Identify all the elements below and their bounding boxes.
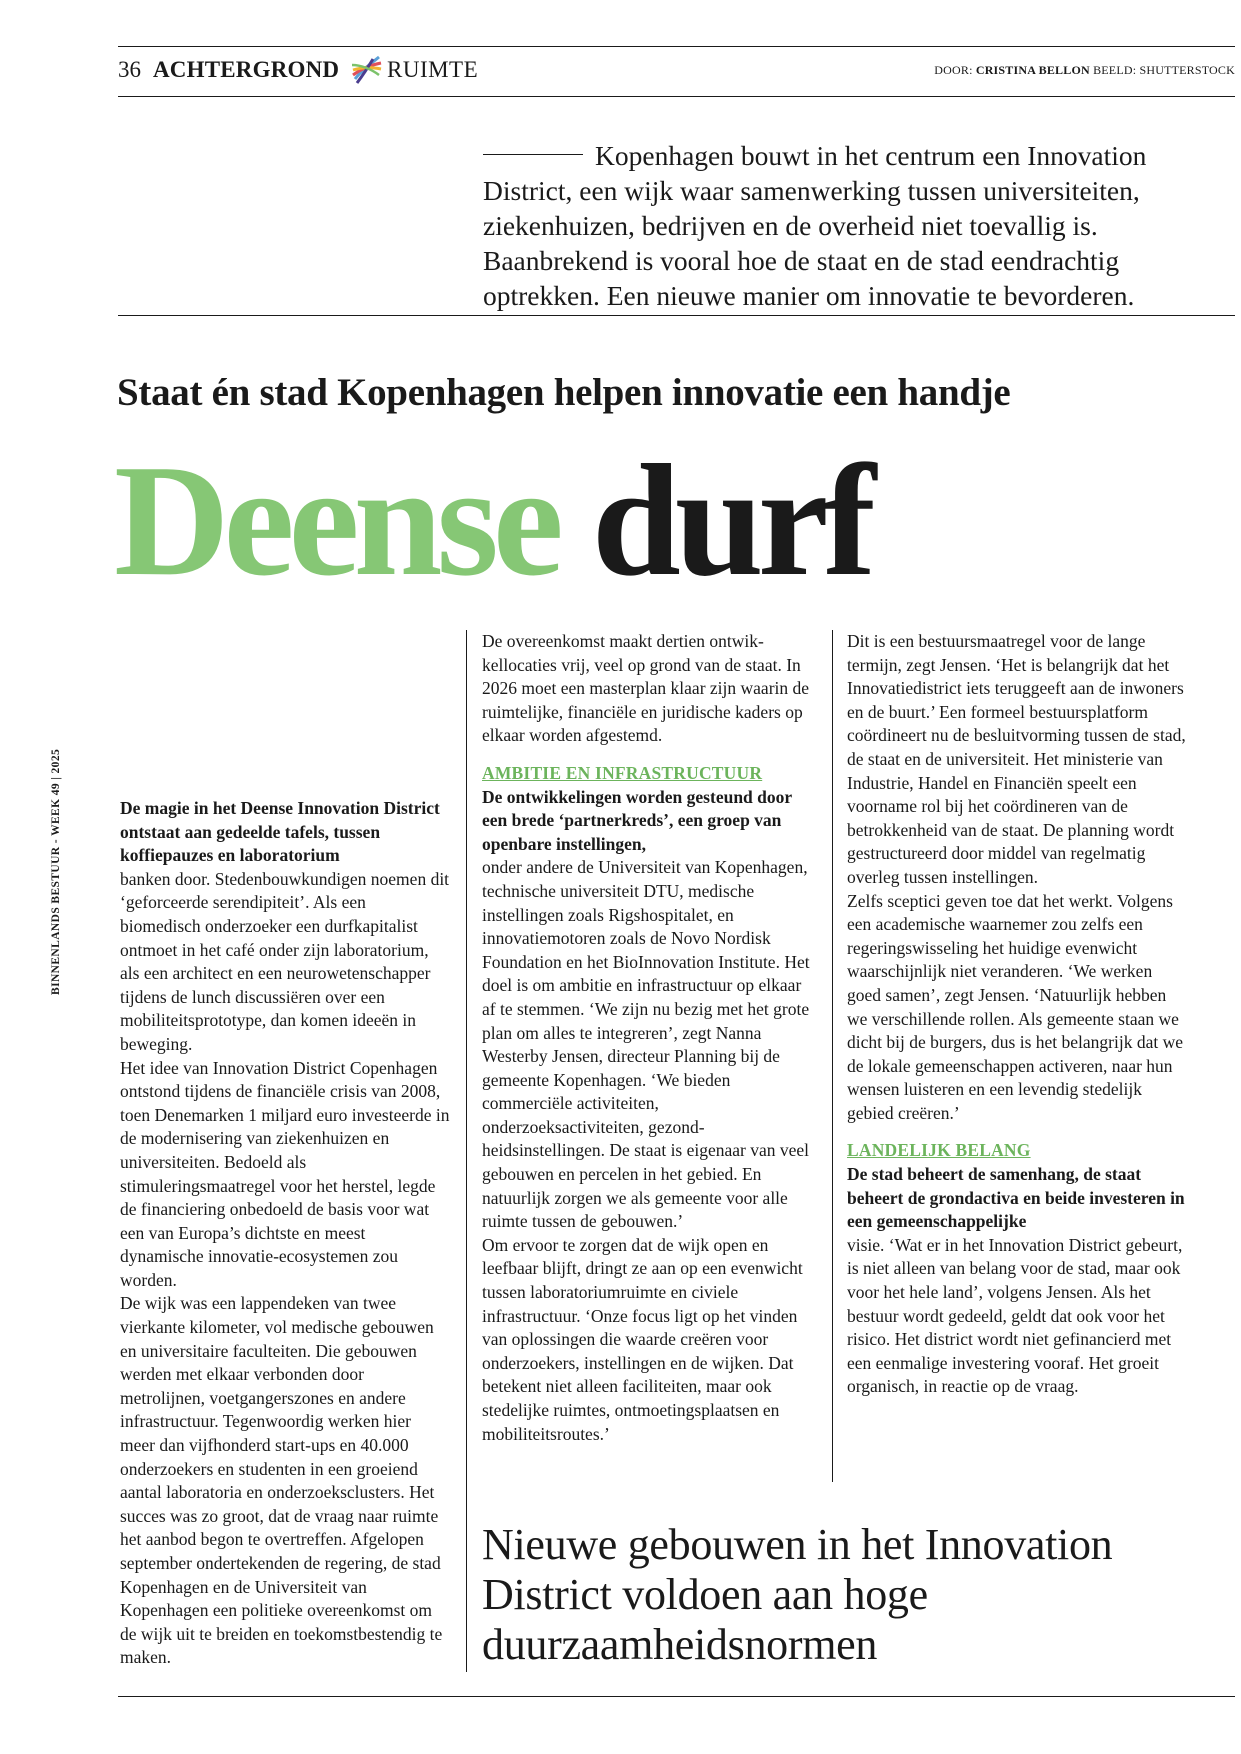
article-column-1: [120, 797, 450, 1670]
column-rule-2: [832, 630, 833, 1482]
byline: [934, 63, 1235, 78]
paragraph: Het idee van Innovation District Copenhagen ontstond tijdens de financiële crisis van 2008, toen Denemarken 1 miljard euro investeerde in de modernisering van ziekenhuizen en universiteiten. Bedoeld als stimuleringsmaatregel voor het herstel, legde de financiering onbedoeld de basis voor wat een van Europa’s dichtste en meest dynamische innovatie-ecosystemen zou worden.: [120, 1057, 450, 1290]
byline-prefix: DOOR:: [934, 63, 973, 77]
paragraph: Zelfs sceptici geven toe dat het werkt. Volgens een academische waarnemer zou zelfs een regeringswisseling het huidige evenwicht waarschijnlijk niet veranderen. ‘We werken goed samen’, zegt Jensen. ‘Natuurlijk hebben we verschillende rollen. Als gemeente staan we dicht bij de burgers, dus is het belangrijk dat we de lokale gemeenschappen activeren, naar hun wensen luisteren en een levendig stedelijk gebied creëren.’: [847, 890, 1183, 1123]
intro-text: [483, 138, 1208, 313]
paragraph: De overeenkomst maakt dertien ontwikkellocaties vrij, veel op grond van de staat. In 2026 moet een masterplan klaar zijn waarin de ruimtelijke, financiële en juridische kaders op elkaar worden afgestemd.: [482, 631, 810, 746]
subheadline: Staat én stad Kopenhagen helpen innovatie een handje: [117, 371, 1011, 414]
headline: [114, 425, 870, 615]
column-lead: De magie in het Deense Innovation District ontstaat aan gedeelde tafels, tussen koffiepauzes en laboratorium: [120, 798, 440, 866]
header-top-rule: [118, 46, 1235, 47]
page-number: 36: [118, 57, 141, 82]
section-heading-ambitie: AMBITIE EN INFRASTRUCTUUR: [482, 762, 763, 783]
headline-word-green: Deense: [114, 431, 558, 609]
paragraph: visie. ‘Wat er in het Innovation District gebeurt, is niet alleen van belang voor de stad, maar ook voor het hele land’, volgens Jensen. Als het bestuur wordt gedeeld, geldt dat ook voor het risico. Het district wordt niet gefinancierd met een eenmalige investering vooraf. Het groeit organisch, in reactie op de vraag.: [847, 1234, 1183, 1397]
column-rule-1: [466, 630, 467, 1672]
section-label: ACHTERGROND: [153, 57, 340, 82]
article-column-2: [482, 630, 814, 1446]
header-bottom-rule: [118, 96, 1235, 97]
image-credit: BEELD: SHUTTERSTOCK: [1093, 63, 1235, 77]
paragraph: De wijk was een lappendeken van twee vierkante kilometer, vol medische gebouwen en universitaire faculteiten. Die gebouwen werden met elkaar verbonden door metrolijnen, voetgangerszones en andere infrastructuur. Tegenwoordig werken hier meer dan vijfhonderd start-ups en 40.000 onderzoekers en studenten in een groeiend aantal laboratoria en onderzoeksclusters. Het succes was zo groot, dat de vraag naar ruimte het aanbod begon te overtreffen. Afgelopen september ondertekenden de regering, de stad Kopenhagen en de Universiteit van Kopenhagen een politieke overeenkomst om de wijk uit te breiden en toekomstbestendig te maken.: [120, 1293, 443, 1668]
paragraph: Om ervoor te zorgen dat de wijk open en leefbaar blijft, dringt ze aan op een evenwicht tussen laboratoriumruimte en civiele infrastructuur. ‘Onze focus ligt op het vinden van oplossingen die waarde creëren voor onderzoekers, instellingen en de wijken. Dat betekent niet alleen faciliteiten, maar ook stedelijke ruimtes, ontmoetingsplaatsen en mobiliteitsroutes.’: [482, 1234, 803, 1444]
page-header: [118, 55, 1235, 89]
vertical-publication-label: BINNENLANDS BESTUUR - WEEK 49 | 2025: [50, 748, 62, 995]
paragraph: Dit is een bestuursmaatregel voor de lange termijn, zegt Jensen. ‘Het is belangrijk dat het Innovatiedistrict iets teruggeeft aan de inwoners en de buurt.’ Een formeel bestuursplatform coördineert nu de besluitvorming tussen de stad, de staat en de universiteit. Het ministerie van Industrie, Handel en Financiën speelt een voorname rol bij het coördineren van de betrokkenheid van de staat. De planning wordt gestructureerd door middel van regelmatig overleg tussen instellingen.: [847, 631, 1186, 887]
headline-word-black: durf: [591, 431, 871, 609]
intro-dash: [483, 154, 583, 155]
footer-rule: [118, 1696, 1235, 1697]
intro-divider: [118, 315, 1235, 316]
subsection-label: RUIMTE: [387, 57, 479, 82]
section-heading-landelijk: LANDELIJK BELANG: [847, 1140, 1031, 1161]
pull-quote: Nieuwe gebouwen in het Innovation District voldoen aan hoge duurzaamheidsnormen: [482, 1520, 1113, 1669]
paragraph: onder andere de Universiteit van Kopenhagen, technische universiteit DTU, medische instellingen zoals Rigshospitalet, en innovatiemotoren zoals de Novo Nordisk Foundation en het BioInnovation Institute. Het doel is om ambitie en infrastructuur op elkaar af te stemmen. ‘We zijn nu bezig met het grote plan om alles te integreren’, zegt Nanna Westerby Jensen, directeur Planning bij de gemeente Kopenhagen. ‘We bieden commerciële activiteiten, onderzoeksactiviteiten, gezondheidsinstellingen. De staat is eigenaar van veel gebouwen en percelen in het gebied. En natuurlijk zorgen we als gemeente voor alle ruimte tussen de gebouwen.’: [482, 857, 810, 1232]
article-column-3: [847, 630, 1187, 1399]
intro-body: Kopenhagen bouwt in het centrum een Innovation District, een wijk waar samenwerking tussen universiteiten, ziekenhuizen, bedrijven en de overheid niet toevallig is. Baanbrekend is vooral hoe de staat en de stad eendrachtig optrekken. Een nieuwe manier om innovatie te bevorderen.: [483, 140, 1147, 311]
column-lead: De stad beheert de samenhang, de staat beheert de grondactiva en beide investeren in een gemeenschappelijke: [847, 1164, 1185, 1232]
author-name: CRISTINA BELLON: [975, 63, 1090, 77]
column-lead: De ontwikkelingen worden gesteund door een brede ‘partnerkreds’, een groep van openbare instellingen,: [482, 786, 792, 854]
ribbon-logo-icon: [349, 53, 385, 87]
paragraph: banken door. Stedenbouwkundigen noemen dit ‘geforceerde serendipiteit’. Als een biomedisch onderzoeker een durfkapitalist ontmoet in het café onder zijn laboratorium, als een architect en een neurowetenschapper tijdens de lunch discussiëren over een mobiliteitsprototype, dan komen ideeën in beweging.: [120, 868, 450, 1054]
